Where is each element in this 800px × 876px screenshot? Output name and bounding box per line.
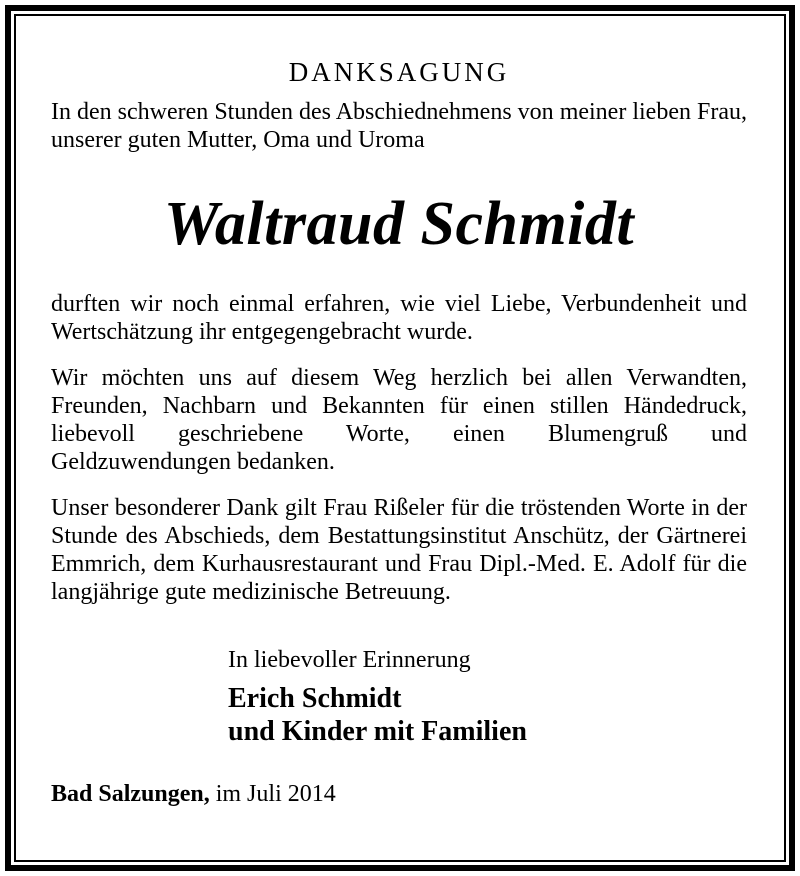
date: im Juli 2014 [209, 781, 336, 807]
signature-block [228, 646, 747, 748]
signature-line-1: Erich Schmidt [228, 683, 402, 714]
deceased-name: Waltraud Schmidt [163, 190, 635, 258]
intro-paragraph: In den schweren Stunden des Abschiednehmens von meiner lieben Frau, unserer guten Mutter, Oma und Uroma [51, 99, 747, 153]
paragraph-1: durften wir noch einmal erfahren, wie viel Liebe, Verbundenheit und Wertschätzung ihr entgegengebracht wurde. [51, 291, 747, 345]
signature-intro: In liebevoller Erinnerung [228, 647, 471, 673]
signature-line-2: und Kinder mit Familien [228, 716, 527, 747]
place-date-line [51, 780, 747, 808]
obituary-notice [51, 56, 747, 808]
signature-names [228, 682, 747, 748]
paragraph-3: Unser besonderer Dank gilt Frau Rißeler für die tröstenden Worte in der Stunde des Abschieds, dem Bestattungsinstitut Anschütz, der Gärtnerei Emmrich, dem Kurhausrestaurant und Frau Dipl.-Med. E. Adolf für die langjährige gute medizinische Betreuung. [51, 495, 747, 605]
notice-heading: DANKSAGUNG [288, 57, 510, 87]
paragraph-2: Wir möchten uns auf diesem Weg herzlich bei allen Verwandten, Freunden, Nachbarn und Bekannten für einen stillen Händedruck, liebevoll geschriebene Worte, einen Blumengruß und Geldzuwendungen bedanken. [51, 365, 747, 475]
place: Bad Salzungen, [51, 781, 210, 807]
